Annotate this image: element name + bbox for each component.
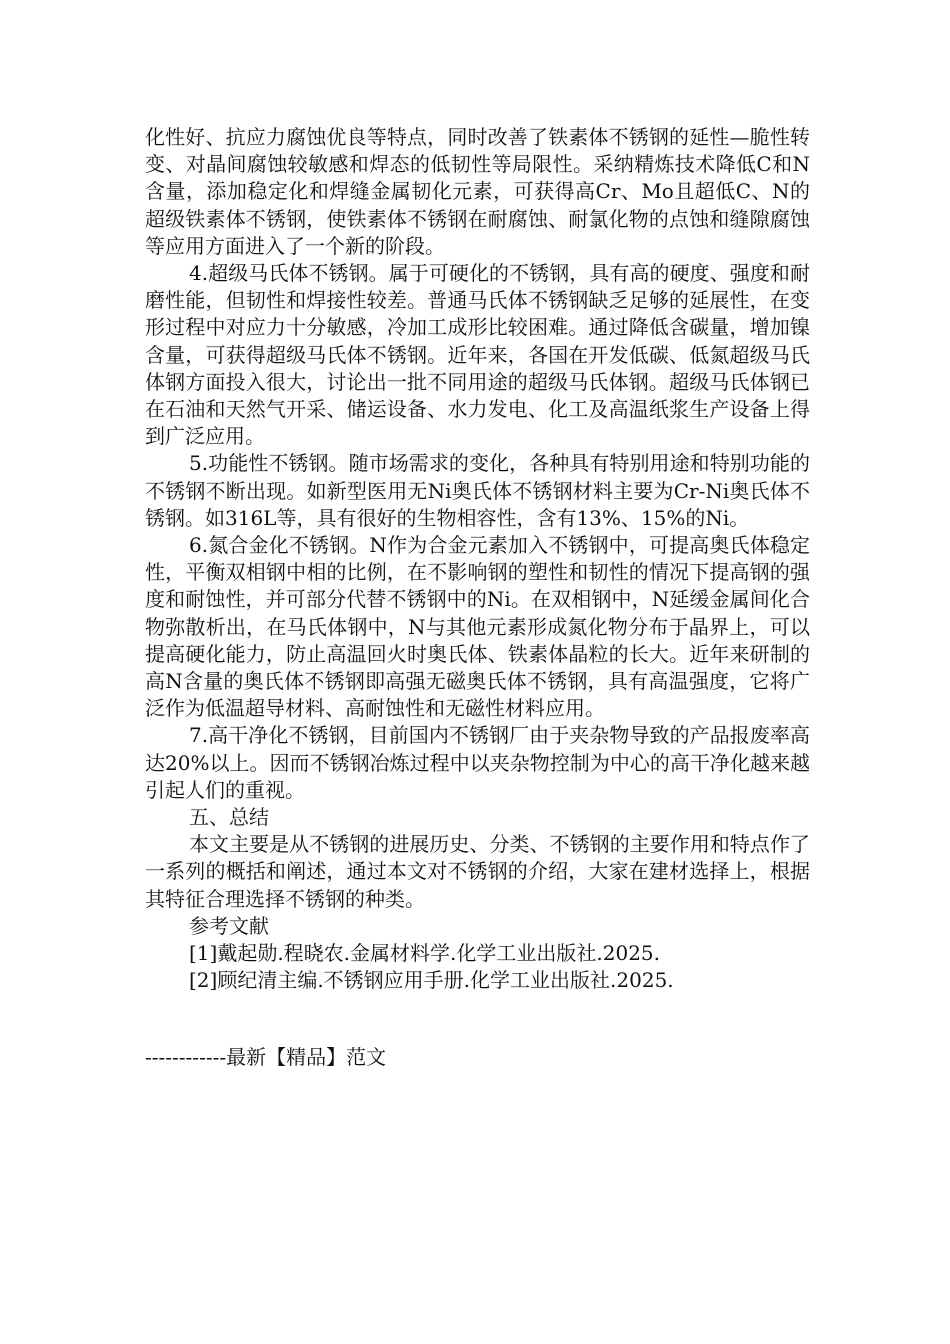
- paragraph-functional: 5.功能性不锈钢。随市场需求的变化，各种具有特别用途和特别功能的不锈钢不断出现。如新型医用无Ni奥氏体不锈钢材料主要为Cr-Ni奥氏体不锈钢。如316L等，具有很好的生物相容性，含有13%、15%的Ni。: [145, 451, 810, 530]
- paragraph-summary: 本文主要是从不锈钢的进展历史、分类、不锈钢的主要作用和特点作了一系列的概括和阐述，通过本文对不锈钢的介绍，大家在建材选择上，根据其特征合理选择不锈钢的种类。: [145, 832, 810, 911]
- paragraph-high-purity: 7.高干净化不锈钢，目前国内不锈钢厂由于夹杂物导致的产品报废率高达20%以上。因而不锈钢冶炼过程中以夹杂物控制为中心的高干净化越来越引起人们的重视。: [145, 723, 810, 802]
- page-footer: ------------最新【精品】范文: [145, 1045, 387, 1069]
- paragraph-ferritic-continued: 化性好、抗应力腐蚀优良等特点，同时改善了铁素体不锈钢的延性—脆性转变、对晶间腐蚀较敏感和焊态的低韧性等局限性。采纳精炼技术降低C和N含量，添加稳定化和焊缝金属韧化元素，可获得高Cr、Mo且超低C、N的超级铁素体不锈钢，使铁素体不锈钢在耐腐蚀、耐氯化物的点蚀和缝隙腐蚀等应用方面进入了一个新的阶段。: [145, 125, 810, 258]
- reference-item-2: [2]顾纪清主编.不锈钢应用手册.化学工业出版社.2025.: [189, 968, 674, 993]
- document-body: [145, 124, 810, 995]
- reference-item-1: [1]戴起勋.程晓农.金属材料学.化学工业出版社.2025.: [189, 941, 661, 966]
- references-heading: 参考文献: [189, 913, 269, 938]
- paragraph-nitrogen-alloyed: 6.氮合金化不锈钢。N作为合金元素加入不锈钢中，可提高奥氏体稳定性，平衡双相钢中相的比例，在不影响钢的塑性和韧性的情况下提高钢的强度和耐蚀性，并可部分代替不锈钢中的Ni。在双相钢中，N延缓金属间化合物弥散析出，在马氏体钢中，N与其他元素形成氮化物分布于晶界上，可以提高硬化能力，防止高温回火时奥氏体、铁素体晶粒的长大。近年来研制的高N含量的奥氏体不锈钢即高强无磁奥氏体不锈钢，具有高温强度，它将广泛作为低温超导材料、高耐蚀性和无磁性材料应用。: [145, 533, 810, 721]
- paragraph-super-martensitic: 4.超级马氏体不锈钢。属于可硬化的不锈钢，具有高的硬度、强度和耐磨性能，但韧性和焊接性较差。普通马氏体不锈钢缺乏足够的延展性，在变形过程中对应力十分敏感，冷加工成形比较困难。通过降低含碳量，增加镍含量，可获得超级马氏体不锈钢。近年来，各国在开发低碳、低氮超级马氏体钢方面投入很大，讨论出一批不同用途的超级马氏体钢。超级马氏体钢已在石油和天然气开采、储运设备、水力发电、化工及高温纸浆生产设备上得到广泛应用。: [145, 261, 810, 449]
- section-heading-summary: 五、总结: [189, 805, 269, 830]
